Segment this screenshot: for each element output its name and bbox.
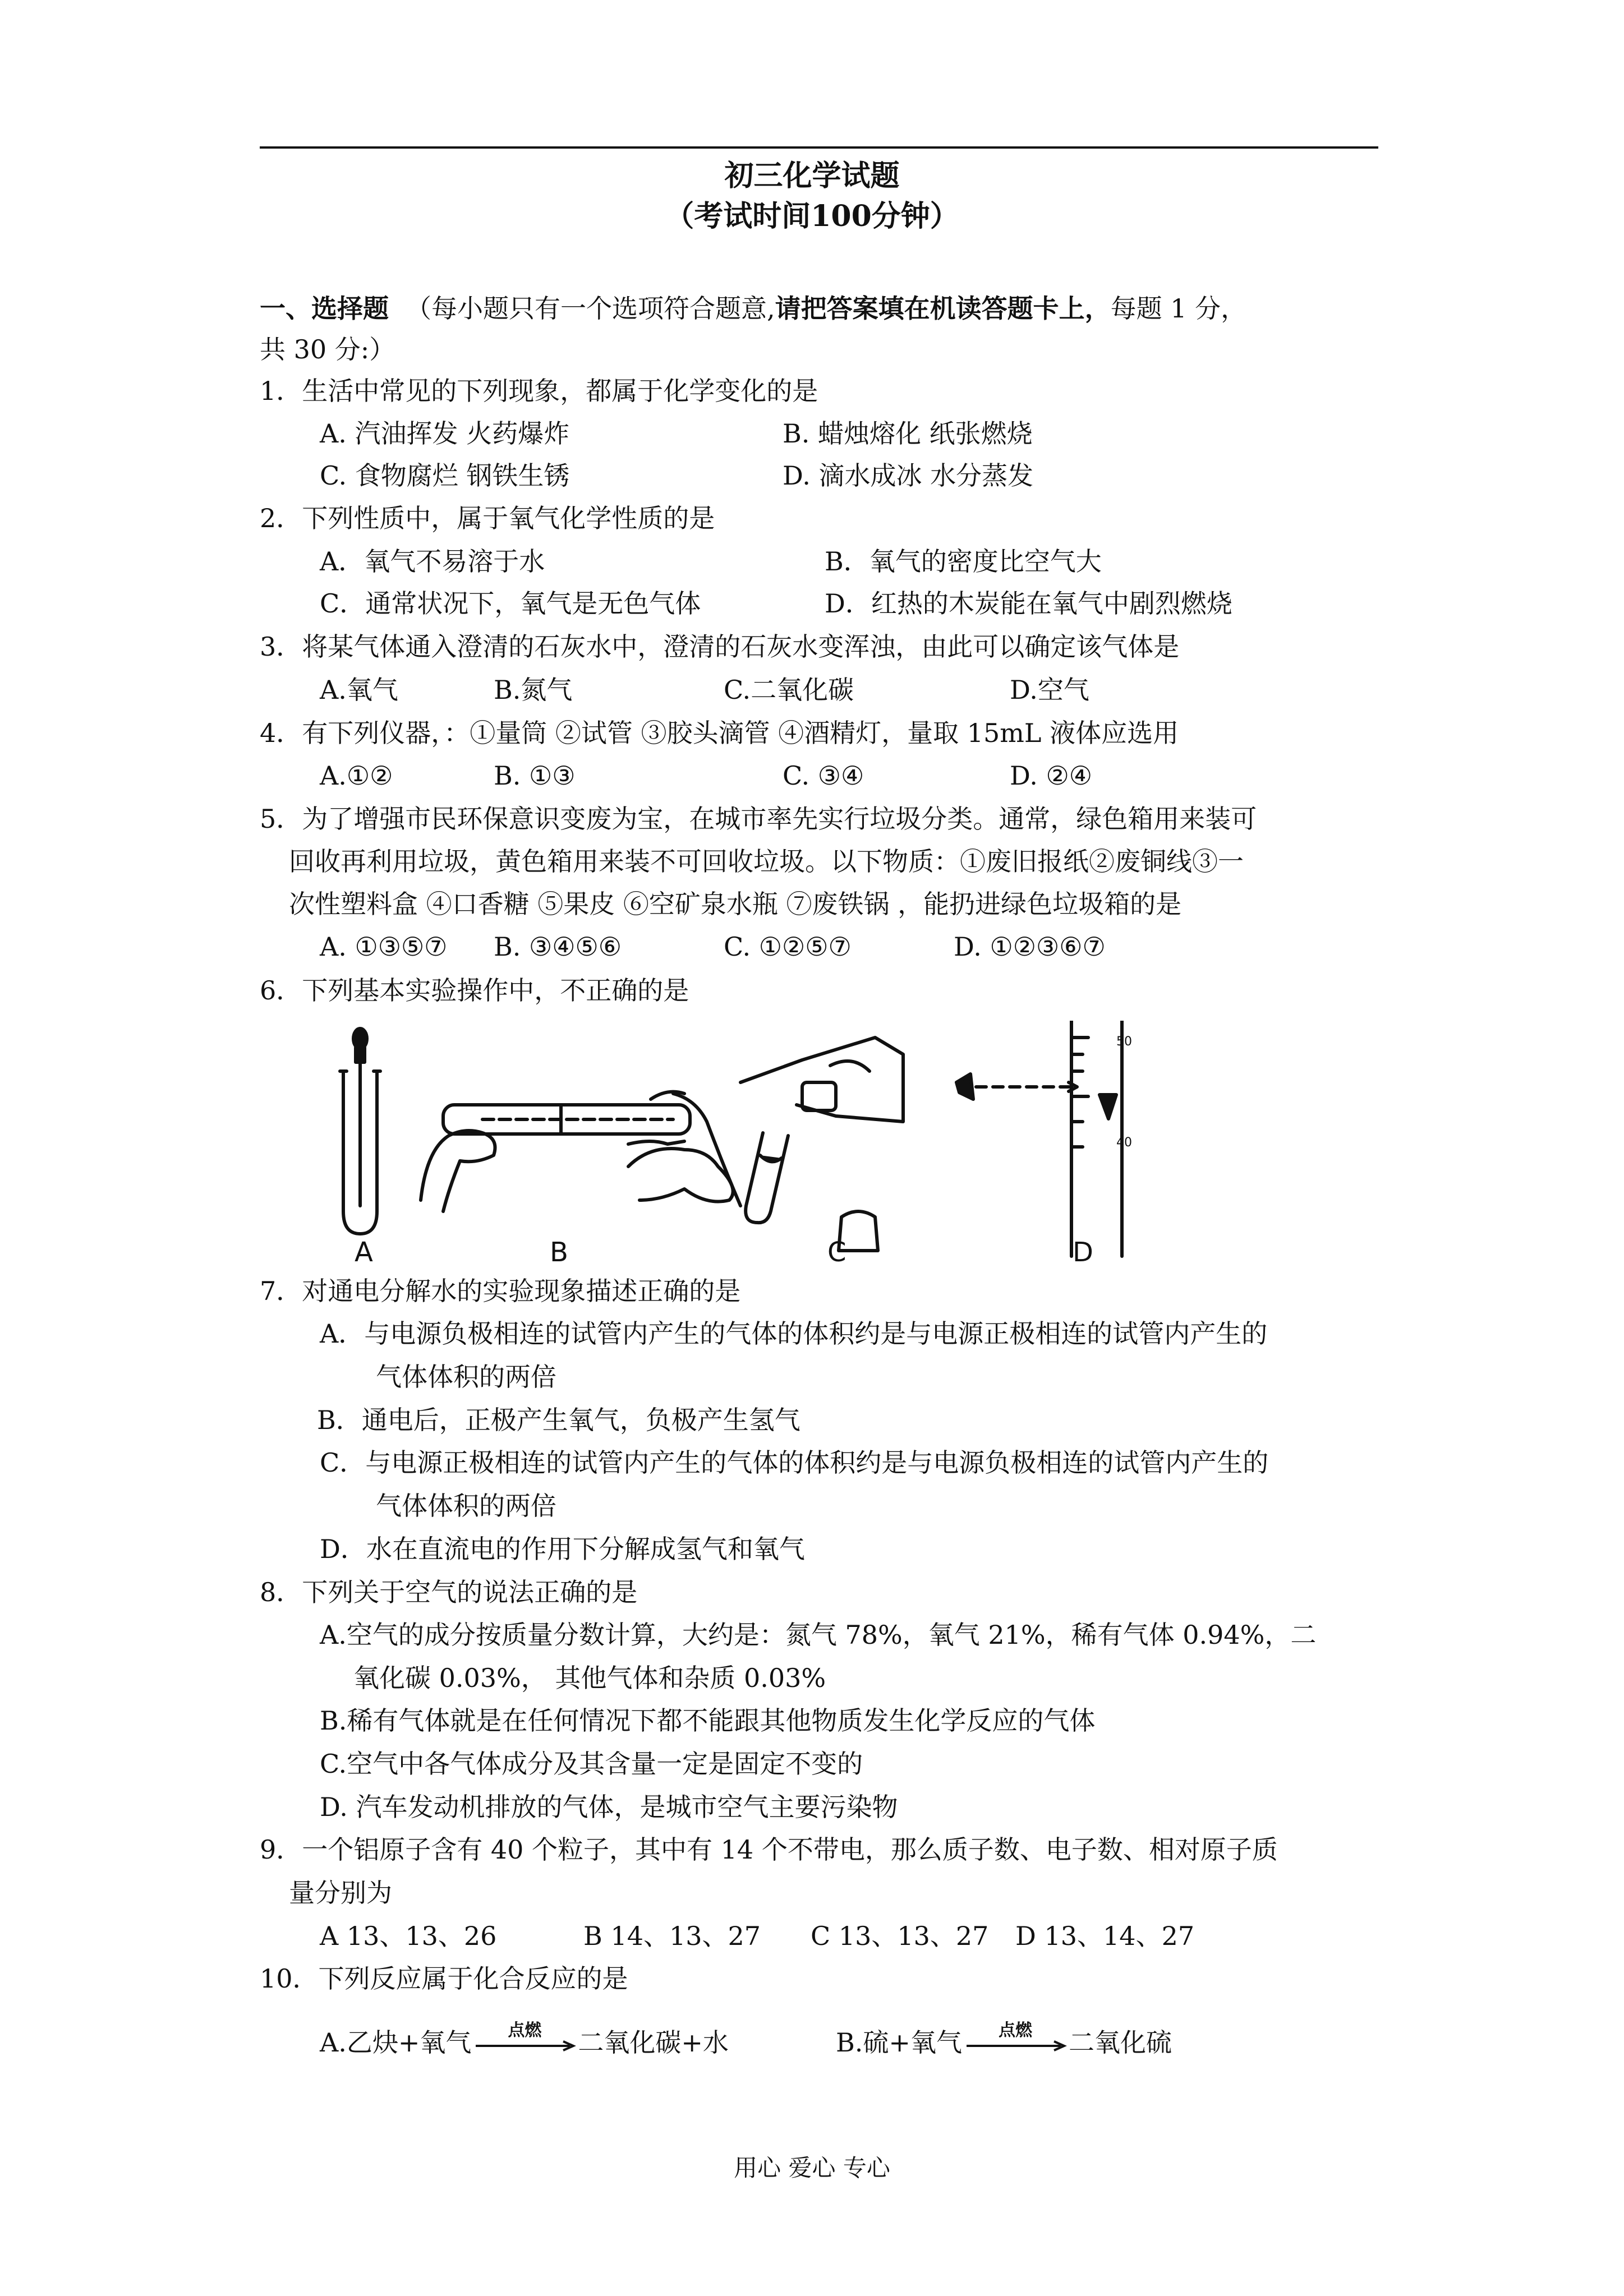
q8-option-c: C.空气中各气体成分及其含量一定是固定不变的 xyxy=(320,1749,863,1779)
q7-option-a-line1: A．与电源负极相连的试管内产生的气体的体积约是与电源正极相连的试管内产生的 xyxy=(320,1318,1268,1349)
q3-option-a: A.氧气 xyxy=(320,675,398,705)
q9-option-b: B 14、13、27 xyxy=(583,1921,761,1951)
q6-stem: 6．下列基本实验操作中，不正确的是 xyxy=(260,975,689,1006)
q2-option-b: B．氧气的密度比空气大 xyxy=(825,546,1102,577)
q10-option-b xyxy=(836,2021,1172,2059)
q1-stem: 1．生活中常见的下列现象，都属于化学变化的是 xyxy=(260,376,818,406)
q7-option-d: D．水在直流电的作用下分解成氢气和氧气 xyxy=(320,1534,805,1564)
q10-b-products: 二氧化硫 xyxy=(1068,2027,1172,2058)
page-subtitle: （考试时间100分钟） xyxy=(665,199,959,233)
q10-a-products: 二氧化碳+水 xyxy=(578,2027,729,2058)
q9-stem-line1: 9．一个铝原子含有 40 个粒子，其中有 14 个不带电，那么质子数、电子数、相对原子质 xyxy=(260,1834,1278,1865)
figure-label-c: C xyxy=(827,1237,846,1268)
q2-option-c: C．通常状况下，氧气是无色气体 xyxy=(320,588,701,619)
q4-option-a: A.①② xyxy=(320,760,393,791)
q5-option-a: A. ①③⑤⑦ xyxy=(320,932,448,962)
q3-option-d: D.空气 xyxy=(1010,675,1089,705)
q1-option-c: C. 食物腐烂 钢铁生锈 xyxy=(320,460,570,491)
q9-option-a: A 13、13、26 xyxy=(320,1921,497,1951)
q5-stem-line1: 5．为了增强市民环保意识变废为宝，在城市率先实行垃圾分类。通常，绿色箱用来装可 xyxy=(260,804,1257,834)
q9-option-c: C 13、13、27 xyxy=(811,1921,989,1951)
q7-option-a-line2: 气体体积的两倍 xyxy=(376,1362,556,1392)
q7-stem: 7．对通电分解水的实验现象描述正确的是 xyxy=(260,1276,741,1306)
section-note: （每小题只有一个选项符合题意, xyxy=(406,293,775,324)
q3-stem: 3．将某气体通入澄清的石灰水中，澄清的石灰水变浑浊，由此可以确定该气体是 xyxy=(260,631,1180,662)
q9-stem-line2: 量分别为 xyxy=(289,1878,392,1908)
q10-a-arrow xyxy=(471,2021,578,2059)
q8-option-d: D. 汽车发动机排放的气体，是城市空气主要污染物 xyxy=(320,1792,898,1822)
cylinder-mark-40: 40 xyxy=(1116,1136,1132,1150)
q1-option-b: B. 蜡烛熔化 纸张燃烧 xyxy=(783,418,1033,449)
q1-option-d: D. 滴水成冰 水分蒸发 xyxy=(783,460,1034,491)
q2-stem: 2．下列性质中，属于氧气化学性质的是 xyxy=(260,503,715,533)
q5-stem-line3: 次性塑料盒 ④口香糖 ⑤果皮 ⑥空矿泉水瓶 ⑦废铁锅 ，能扔进绿色垃圾箱的是 xyxy=(289,889,1182,919)
q3-option-b: B.氮气 xyxy=(494,675,573,705)
q10-b-condition: 点燃 xyxy=(998,2021,1032,2040)
q9-option-d: D 13、14、27 xyxy=(1015,1921,1195,1951)
q10-a-condition: 点燃 xyxy=(508,2021,542,2040)
q4-option-b: B. ①③ xyxy=(494,760,576,791)
figure-label-b: B xyxy=(550,1237,568,1268)
figure-a-dropper-in-tube xyxy=(340,1029,380,1234)
q10-a-reactants: A.乙炔+氧气 xyxy=(320,2027,472,2058)
figure-d-reading-cylinder xyxy=(956,1021,1122,1256)
q4-stem: 4．有下列仪器，：①量筒 ②试管 ③胶头滴管 ④酒精灯，量取 15mL 液体应选用 xyxy=(260,718,1179,748)
top-rule xyxy=(260,146,1378,149)
q7-option-c-line2: 气体体积的两倍 xyxy=(376,1491,556,1521)
page-footer: 用心 爱心 专心 xyxy=(734,2154,890,2182)
page-title: 初三化学试题 xyxy=(724,159,900,193)
q2-option-a: A．氧气不易溶于水 xyxy=(320,546,545,577)
section-heading: 一、选择题 xyxy=(260,293,389,324)
q10-b-arrow xyxy=(962,2021,1069,2059)
q7-option-c-line1: C．与电源正极相连的试管内产生的气体的体积约是与电源负极相连的试管内产生的 xyxy=(320,1447,1269,1478)
q4-option-c: C. ③④ xyxy=(783,760,864,791)
q4-option-d: D. ②④ xyxy=(1010,760,1092,791)
figure-label-a: A xyxy=(355,1237,373,1268)
section-note-score: 每题 1 分， xyxy=(1110,293,1247,324)
section-heading-line xyxy=(260,292,1246,325)
q7-option-b: B．通电后，正极产生氧气，负极产生氢气 xyxy=(317,1405,801,1435)
section-note-line2: 共 30 分:） xyxy=(260,334,395,365)
q10-option-a xyxy=(320,2021,729,2059)
q5-option-b: B. ③④⑤⑥ xyxy=(494,932,622,962)
q3-option-c: C.二氧化碳 xyxy=(724,675,854,705)
q10-b-reactants: B.硫+氧气 xyxy=(836,2027,962,2058)
q8-stem: 8．下列关于空气的说法正确的是 xyxy=(260,1577,638,1607)
q2-option-d: D．红热的木炭能在氧气中剧烈燃烧 xyxy=(825,588,1232,619)
lab-operations-figure xyxy=(314,1021,1156,1267)
cylinder-mark-50: 50 xyxy=(1116,1035,1132,1049)
figure-label-d: D xyxy=(1073,1237,1093,1268)
section-note-bold: 请把答案填在机读答题卡上， xyxy=(775,293,1111,324)
q8-option-b: B.稀有气体就是在任何情况下都不能跟其他物质发生化学反应的气体 xyxy=(320,1705,1096,1736)
q8-option-a-line2: 氧化碳 0.03%， 其他气体和杂质 0.03% xyxy=(353,1663,826,1693)
q5-stem-line2: 回收再利用垃圾，黄色箱用来装不可回收垃圾。以下物质：①废旧报纸②废铜线③一 xyxy=(289,846,1244,877)
q10-stem: 10．下列反应属于化合反应的是 xyxy=(260,1963,628,1994)
q8-option-a-line1: A.空气的成分按质量分数计算，大约是：氮气 78%，氧气 21%，稀有气体 0.94%，二 xyxy=(320,1620,1317,1650)
q1-option-a: A. 汽油挥发 火药爆炸 xyxy=(320,418,570,449)
q5-option-c: C. ①②⑤⑦ xyxy=(724,932,852,962)
q5-option-d: D. ①②③⑥⑦ xyxy=(954,932,1106,962)
